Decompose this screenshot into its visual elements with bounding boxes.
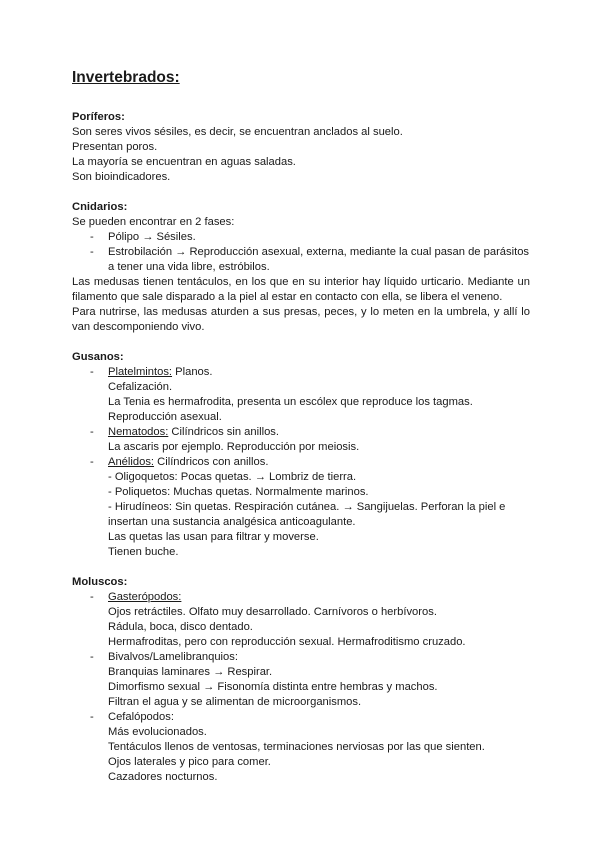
section-heading: Gusanos: [72,351,124,363]
section-heading: Moluscos: [72,576,128,588]
text-line: - Poliquetos: Muchas quetas. Normalmente marinos. [108,486,369,498]
text-line: Ojos laterales y pico para comer. [108,756,271,768]
document-page [72,68,530,800]
text-line: Dimorfismo sexual → Fisonomía distinta entre hembras y machos. [108,681,438,693]
text-line: Reproducción asexual. [108,411,222,423]
paragraph: Para nutrirse, las medusas aturden a sus presas, peces, y lo meten en la umbrela, y allí lo van descomponiendo vivo. [72,306,530,333]
list-item-platelmintos [72,365,530,425]
text-line: - Hirudíneos: Sin quetas. Respiración cutánea. → Sangijuelas. Perforan la piel e insertan una sustancia analgésica anticoagulante. [108,501,506,528]
section-poriferos [72,110,530,185]
section-gusanos [72,350,530,560]
list-item: - Estrobilación → Reproducción asexual, externa, mediante la cual pasan de parásitos a tener una vida libre, estróbilos. [72,245,530,275]
item-label: Platelmintos: [108,366,173,378]
text-line: Filtran el agua y se alimentan de microorganismos. [108,696,362,708]
item-label: - Bivalvos/Lamelibranquios: [108,651,238,663]
text-line: Cazadores nocturnos. [108,771,218,783]
text-line: Se pueden encontrar en 2 fases: [72,216,235,228]
item-label: - Cefalópodos: [108,711,174,723]
paragraph: Las medusas tienen tentáculos, en los que en su interior hay líquido urticario. Mediante un filamento que sale disparado a la piel al estar en contacto con ella, se libera el veneno. [72,276,530,303]
item-label: Nematodos: [108,426,169,438]
text-line: Las quetas las usan para filtrar y moverse. [108,531,319,543]
document-title: Invertebrados: [72,69,180,86]
item-label: - Gasterópodos: [108,591,182,603]
section-cnidarios [72,200,530,335]
list-item-anelidos [72,455,530,560]
text-line: Hermafroditas, pero con reproducción sexual. Hermafroditismo cruzado. [108,636,466,648]
text-line: Tienen buche. [108,546,179,558]
phase-list [72,230,530,275]
mollusc-list [72,590,530,785]
text-line: La Tenia es hermafrodita, presenta un escólex que reproduce los tagmas. [108,396,473,408]
section-heading: Cnidarios: [72,201,128,213]
list-item-cefalopodos [72,710,530,785]
list-item-nematodos [72,425,530,455]
item-text: Planos. [172,366,213,378]
worm-list [72,365,530,560]
item-label: Anélidos: [108,456,155,468]
list-item-bivalvos [72,650,530,710]
section-heading: Poríferos: [72,111,125,123]
item-text: Cilíndricos sin anillos. [168,426,280,438]
text-line: Presentan poros. [72,141,158,153]
text-line: Ojos retráctiles. Olfato muy desarrollado. Carnívoros o herbívoros. [108,606,437,618]
text-line: Rádula, boca, disco dentado. [108,621,253,633]
text-line: - Oligoquetos: Pocas quetas. → Lombriz de tierra. [108,471,357,483]
text-line: Son bioindicadores. [72,171,171,183]
text-line: La ascaris por ejemplo. Reproducción por meiosis. [108,441,360,453]
text-line: Cefalización. [108,381,173,393]
section-moluscos [72,575,530,785]
list-item-gasteropodos [72,590,530,650]
text-line: La mayoría se encuentran en aguas saladas. [72,156,296,168]
list-item: - Pólipo → Sésiles. [72,230,530,245]
text-line: Branquias laminares → Respirar. [108,666,273,678]
text-line: Más evolucionados. [108,726,207,738]
text-line: Tentáculos llenos de ventosas, terminaciones nerviosas por las que sienten. [108,741,485,753]
item-text: Cilíndricos con anillos. [154,456,269,468]
text-line: Son seres vivos sésiles, es decir, se encuentran anclados al suelo. [72,126,403,138]
